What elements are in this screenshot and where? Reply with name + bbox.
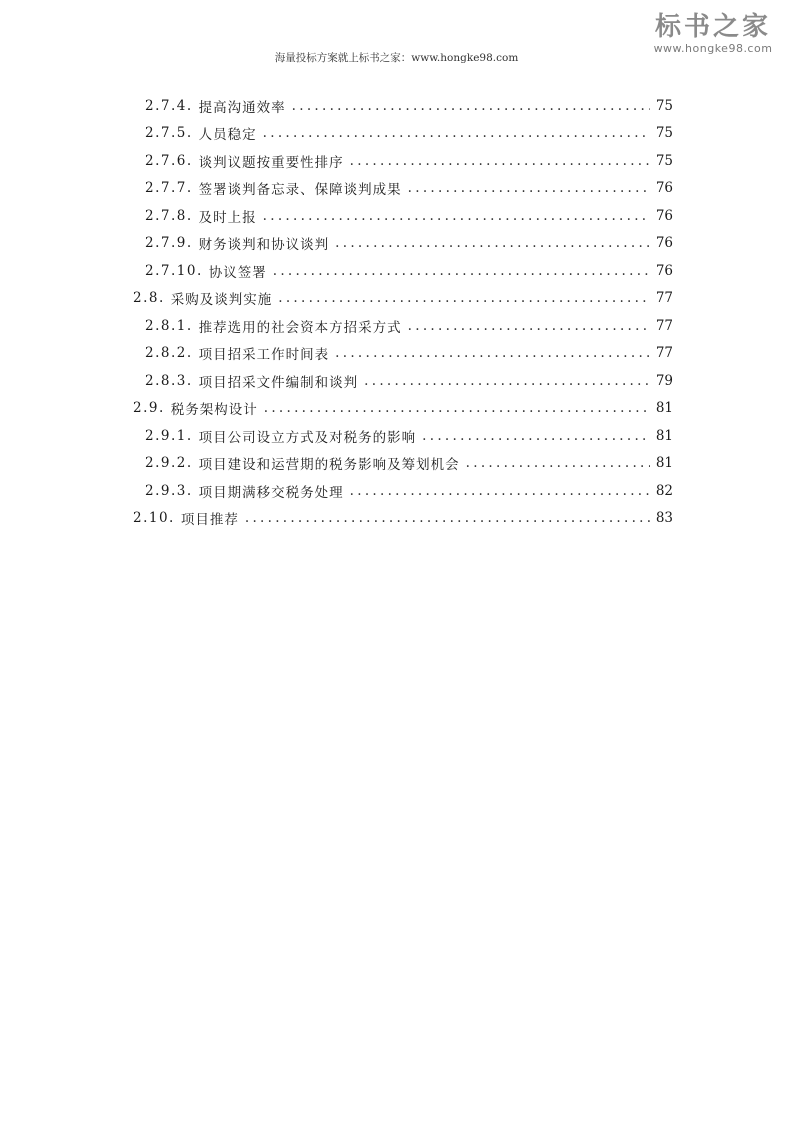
page-header-text: 海量投标方案就上标书之家：www.hongke98.com <box>274 52 519 64</box>
toc-entry-title: 人员稳定 <box>198 127 257 143</box>
toc-entry-page: 77 <box>655 290 673 306</box>
toc-entry-number: 2.9. <box>133 400 165 416</box>
toc-entry-number: 2.7.4. <box>145 97 193 114</box>
toc-entry-title: 项目招采文件编制和谈判 <box>198 374 359 391</box>
logo-main-text: 标书之家 <box>654 12 771 42</box>
toc-entry-number: 2.10. <box>133 510 175 526</box>
toc-entry-title: 项目推荐 <box>180 512 239 528</box>
toc-entry[interactable] <box>145 312 673 339</box>
toc-entry-page: 79 <box>655 372 673 389</box>
toc-entry-page: 75 <box>655 152 673 169</box>
toc-entry[interactable] <box>145 367 673 394</box>
toc-entry-page: 76 <box>655 262 673 279</box>
toc-dot-leader <box>335 345 650 361</box>
toc-entry-page: 77 <box>655 345 673 361</box>
toc-entry-page: 77 <box>655 317 673 334</box>
toc-entry[interactable] <box>145 340 673 367</box>
toc-entry-title: 及时上报 <box>198 209 257 226</box>
toc-entry[interactable] <box>145 202 673 229</box>
toc-dot-leader <box>364 373 650 389</box>
toc-entry-page: 75 <box>655 125 673 141</box>
toc-dot-leader <box>408 318 650 334</box>
toc-entry-title: 提高沟通效率 <box>198 99 286 116</box>
toc-dot-leader <box>350 483 650 499</box>
toc-entry[interactable] <box>145 422 673 449</box>
toc-dot-leader <box>278 290 650 306</box>
toc-entry-number: 2.8. <box>133 290 165 306</box>
toc-entry-page: 75 <box>655 97 673 114</box>
toc-entry-title: 采购及谈判实施 <box>170 292 273 308</box>
toc-entry-title: 谈判议题按重要性排序 <box>198 154 344 171</box>
toc-entry[interactable] <box>133 505 673 532</box>
toc-dot-leader <box>422 428 650 444</box>
toc-dot-leader <box>335 235 650 251</box>
toc-entry[interactable] <box>145 92 673 119</box>
toc-entry-title: 项目公司设立方式及对税务的影响 <box>198 429 417 446</box>
toc-entry-title: 项目招采工作时间表 <box>198 347 330 363</box>
toc-entry[interactable] <box>145 450 673 477</box>
toc-dot-leader <box>292 98 650 114</box>
toc-entry-title: 财务谈判和协议谈判 <box>198 237 330 253</box>
toc-dot-leader <box>408 180 650 196</box>
toc-entry-number: 2.8.2. <box>145 345 193 361</box>
toc-entry[interactable] <box>133 395 673 422</box>
toc-entry-number: 2.8.3. <box>145 372 193 389</box>
toc-dot-leader <box>245 510 650 526</box>
toc-entry-number: 2.9.1. <box>145 427 193 444</box>
toc-dot-leader <box>273 263 650 279</box>
toc-entry-page: 83 <box>655 510 673 526</box>
toc-entry-title: 协议签署 <box>208 264 267 281</box>
toc-entry-title: 推荐选用的社会资本方招采方式 <box>198 319 402 336</box>
toc-dot-leader <box>263 125 650 141</box>
toc-entry-title: 项目期满移交税务处理 <box>198 484 344 501</box>
toc-entry-page: 76 <box>655 235 673 251</box>
toc-entry-page: 81 <box>655 427 673 444</box>
toc-entry-page: 76 <box>655 207 673 224</box>
toc-entry-number: 2.7.6. <box>145 152 193 169</box>
toc-entry[interactable] <box>145 230 673 257</box>
toc-entry-page: 81 <box>655 400 673 416</box>
toc-entry-page: 82 <box>655 482 673 499</box>
toc-entry-number: 2.7.9. <box>145 235 193 251</box>
toc-entry[interactable] <box>145 147 673 174</box>
toc-entry-number: 2.7.7. <box>145 180 193 196</box>
toc-entry-number: 2.9.2. <box>145 455 193 471</box>
site-logo <box>653 12 773 56</box>
toc-dot-leader <box>466 455 650 471</box>
toc-entry-title: 项目建设和运营期的税务影响及筹划机会 <box>198 457 460 473</box>
toc-entry-number: 2.7.10. <box>145 262 203 279</box>
toc-entry-number: 2.7.5. <box>145 125 193 141</box>
toc-entry-number: 2.9.3. <box>145 482 193 499</box>
toc-entry[interactable] <box>145 120 673 147</box>
toc-dot-leader <box>264 400 650 416</box>
toc-entry-number: 2.8.1. <box>145 317 193 334</box>
toc-entry-number: 2.7.8. <box>145 207 193 224</box>
toc-entry[interactable] <box>145 477 673 504</box>
toc-entry-page: 81 <box>655 455 673 471</box>
toc-entry-title: 税务架构设计 <box>170 402 258 418</box>
toc-entry-page: 76 <box>655 180 673 196</box>
toc-entry-title: 签署谈判备忘录、保障谈判成果 <box>198 182 402 198</box>
toc-dot-leader <box>263 208 650 224</box>
toc-entry[interactable] <box>133 285 673 312</box>
toc-entry[interactable] <box>145 257 673 284</box>
logo-sub-text: www.hongke98.com <box>653 42 773 55</box>
toc-entry[interactable] <box>145 175 673 202</box>
toc-dot-leader <box>350 153 650 169</box>
